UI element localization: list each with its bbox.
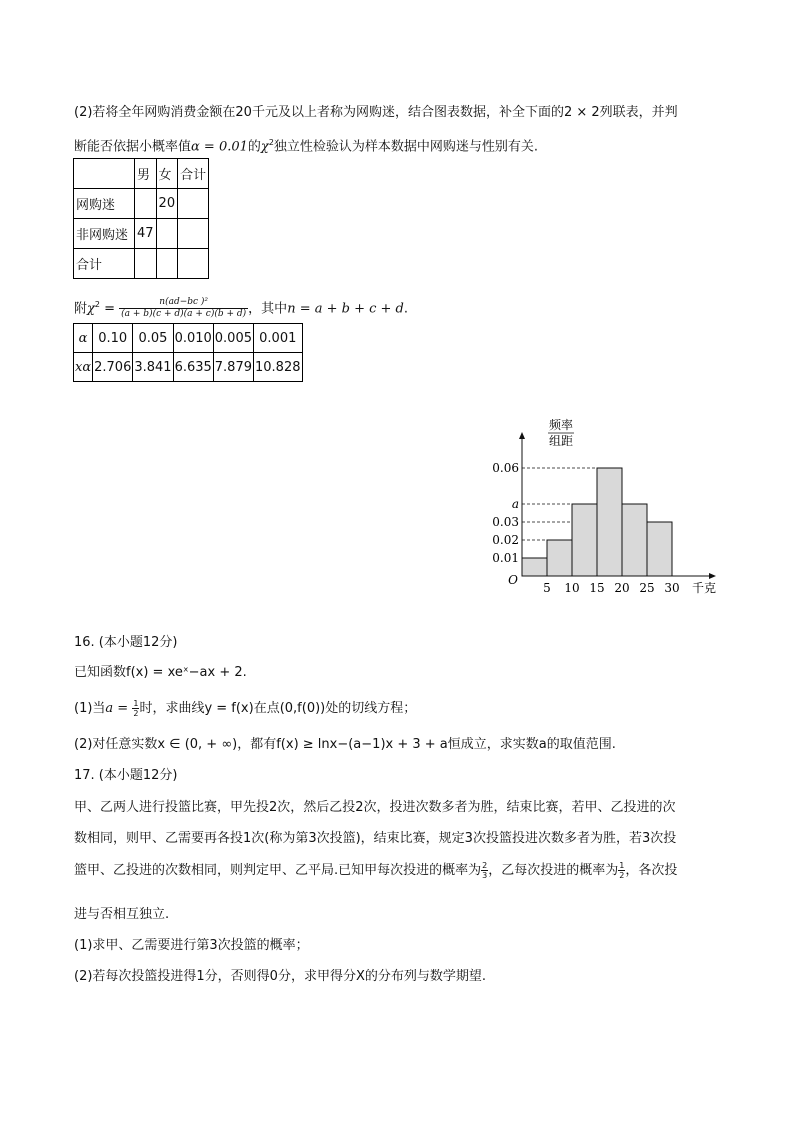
contingency-table: [73, 158, 209, 279]
x-axis-arrow: [709, 573, 716, 579]
table-cell: 男: [135, 159, 157, 189]
histogram-bar: [647, 522, 672, 576]
q16-header: 16. (本小题12分): [74, 635, 178, 650]
chi-square-formula: 附$\chi^2$ = $\frac{\text{n(ad−bc )²}}{(a + b)(c + d)(a + c)(b + d)}$ ，其中n = a + b + c + d.: [74, 297, 409, 320]
table-cell: 0.10: [93, 324, 133, 353]
y-axis-arrow: [519, 432, 525, 439]
table-cell: 0.05: [133, 324, 173, 353]
table-row: [74, 189, 209, 219]
y-tick-label: a: [511, 497, 519, 511]
table-cell: 47: [135, 219, 157, 249]
q17-header: 17. (本小题12分): [74, 768, 178, 783]
table-cell: [135, 249, 157, 279]
x-tick-label: 30: [664, 581, 680, 595]
x-tick-label: 15: [589, 581, 605, 595]
y-tick-label: 0.06: [492, 461, 519, 475]
table-cell: [178, 219, 209, 249]
table-row: [74, 324, 303, 353]
q15-part2-line2: 断能否依据小概率值α = 0.01的$\chi^2$独立性检验认为样本数据中网购迷与性别有关.: [74, 138, 539, 155]
origin-label: O: [508, 573, 518, 587]
table-cell: 合计: [74, 249, 135, 279]
table-row: [74, 249, 209, 279]
q15-part2-line1: (2)若将全年网购消费金额在20千元及以上者称为网购迷，结合图表数据，补全下面的2 × 2列联表，并判: [74, 105, 678, 120]
q17-line4: 进与否相互独立.: [74, 907, 170, 922]
table-cell: [135, 189, 157, 219]
table-cell: xα: [74, 353, 93, 382]
q16-part1: (1)当a = $\frac{1}{2}$ 时，求曲线y = f(x)在点(0,f(0))处的切线方程；: [74, 699, 417, 718]
q16-part2: (2)对任意实数x ∈ (0, + ∞)，都有f(x) ≥ lnx−(a−1)x + 3 + a恒成立，求实数a的取值范围.: [74, 737, 616, 752]
fraction-one-half: $\frac{1}{2}$: [133, 699, 139, 718]
formula-fraction: $\frac{\text{n(ad−bc )²}}{(a + b)(c + d)(a + c)(b + d)}$: [121, 297, 247, 320]
x-tick-label: 10: [564, 581, 580, 595]
table-cell: [178, 189, 209, 219]
table-cell: 非网购迷: [74, 219, 135, 249]
x-tick-label: 5: [543, 581, 551, 595]
critical-value-table: [73, 323, 303, 382]
y-tick-label: 0.01: [492, 551, 519, 565]
table-cell: 女: [156, 159, 178, 189]
table-cell: 3.841: [133, 353, 173, 382]
histogram-bar: [522, 558, 547, 576]
table-cell: 7.879: [213, 353, 253, 382]
y-label-top: 频率: [548, 418, 574, 432]
fraction-two-thirds: $\frac{2}{3}$: [482, 861, 488, 880]
table-cell: 0.001: [254, 324, 303, 353]
x-axis-label: 千克: [691, 581, 717, 595]
q17-line3: 篮甲、乙投进的次数相同，则判定甲、乙平局.已知甲每次投进的概率为 $\frac{2}{3}$ ，乙每次投进的概率为 $\frac{1}{2}$ ，各次投: [74, 861, 678, 880]
table-cell: 0.010: [173, 324, 213, 353]
y-tick-label: 0.03: [492, 515, 519, 529]
q17-line1: 甲、乙两人进行投篮比赛，甲先投2次，然后乙投2次，投进次数多者为胜，结束比赛，若甲、乙投进的次: [74, 800, 676, 815]
alpha-value: α = 0.01: [191, 139, 248, 155]
table-cell: [178, 249, 209, 279]
y-label-bottom: 组距: [548, 434, 574, 448]
y-axis-label: [548, 417, 574, 448]
q17-part1: (1)求甲、乙需要进行第3次投篮的概率；: [74, 938, 309, 953]
table-cell: [74, 159, 135, 189]
y-tick-label: 0.02: [492, 533, 519, 547]
table-cell: 合计: [178, 159, 209, 189]
table-row: [74, 353, 303, 382]
fraction-one-half: $\frac{1}{2}$: [619, 861, 625, 880]
table-cell: 0.005: [213, 324, 253, 353]
table-row: [74, 159, 209, 189]
q17-line2: 数相同，则甲、乙需要再各投1次(称为第3次投篮)，结束比赛，规定3次投篮投进次数多者为胜，若3次投: [74, 831, 677, 846]
table-cell: α: [74, 324, 93, 353]
histogram-bar: [622, 504, 647, 576]
table-cell: [156, 249, 178, 279]
histogram-bar: [597, 468, 622, 576]
table-cell: [156, 219, 178, 249]
q17-part2: (2)若每次投篮投进得1分，否则得0分，求甲得分X的分布列与数学期望.: [74, 969, 486, 984]
x-tick-label: 25: [639, 581, 655, 595]
x-tick-label: 20: [614, 581, 630, 595]
table-cell: 20: [156, 189, 178, 219]
q16-stem: 已知函数f(x) = xeˣ−ax + 2.: [74, 665, 247, 680]
table-row: [74, 219, 209, 249]
table-cell: 6.635: [173, 353, 213, 382]
frequency-histogram: [480, 410, 730, 600]
table-cell: 2.706: [93, 353, 133, 382]
table-cell: 网购迷: [74, 189, 135, 219]
histogram-bar: [547, 540, 572, 576]
table-cell: 10.828: [254, 353, 303, 382]
histogram-bar: [572, 504, 597, 576]
